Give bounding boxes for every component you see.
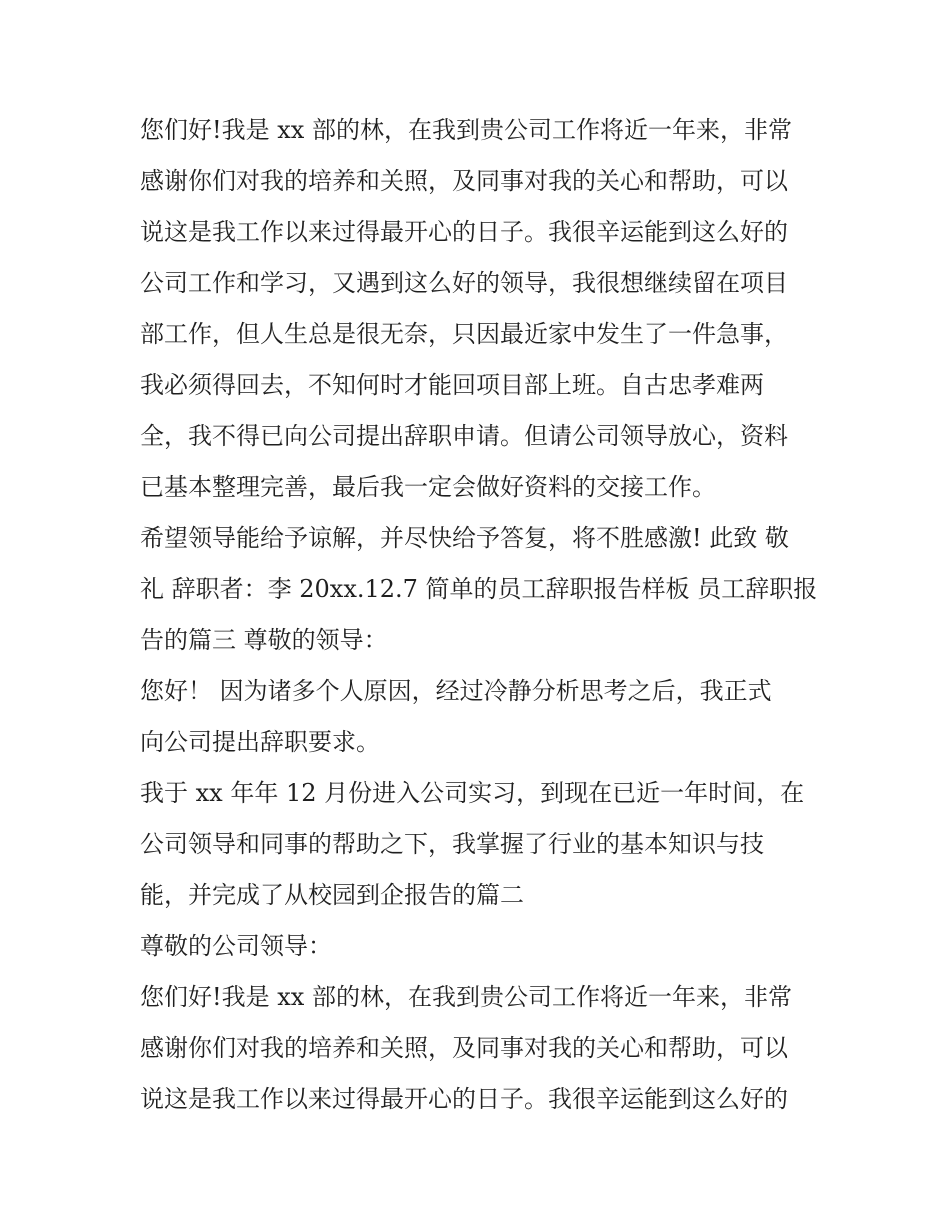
text-line: 希望领导能给予谅解，并尽快给予答复，将不胜感激! 此致 敬 [140, 524, 789, 552]
text-line: 您好！ 因为诸多个人原因，经过冷静分析思考之后，我正式 [140, 677, 772, 705]
text-line: 您们好!我是 xx 部的林，在我到贵公司工作将近一年来，非常 [140, 116, 792, 144]
text-line: 礼 辞职者：李 20xx.12.7 简单的员工辞职报告样板 员工辞职报 [140, 575, 818, 603]
text-line: 尊敬的公司领导： [140, 932, 332, 960]
text-line: 向公司提出辞职要求。 [140, 728, 380, 756]
text-line: 公司工作和学习，又遇到这么好的领导，我很想继续留在项目 [140, 269, 788, 297]
text-line: 全，我不得已向公司提出辞职申请。但请公司领导放心，资料 [140, 422, 788, 450]
text-line: 说这是我工作以来过得最开心的日子。我很辛运能到这么好的 [140, 1085, 788, 1113]
text-line: 我于 xx 年年 12 月份进入公司实习，到现在已近一年时间，在 [140, 779, 805, 807]
text-line: 部工作，但人生总是很无奈，只因最近家中发生了一件急事， [140, 320, 788, 348]
text-line: 感谢你们对我的培养和关照，及同事对我的关心和帮助，可以 [140, 167, 788, 195]
text-line: 感谢你们对我的培养和关照，及同事对我的关心和帮助，可以 [140, 1034, 788, 1062]
text-line: 我必须得回去，不知何时才能回项目部上班。自古忠孝难两 [140, 371, 764, 399]
text-line: 公司领导和同事的帮助之下，我掌握了行业的基本知识与技 [140, 830, 764, 858]
text-line: 已基本整理完善，最后我一定会做好资料的交接工作。 [140, 473, 716, 501]
text-line: 告的篇三 尊敬的领导： [140, 626, 388, 654]
text-line: 能，并完成了从校园到企报告的篇二 [140, 881, 524, 909]
text-line: 您们好!我是 xx 部的林，在我到贵公司工作将近一年来，非常 [140, 983, 792, 1011]
text-line: 说这是我工作以来过得最开心的日子。我很辛运能到这么好的 [140, 218, 788, 246]
